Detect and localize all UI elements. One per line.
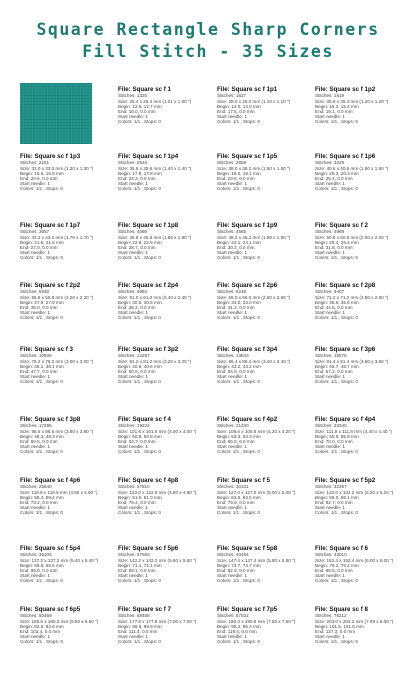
entry-begin: Begin: 12.6, 12.7 mm: [118, 103, 162, 109]
entry-end: End: 89.1, 0.0 mm: [118, 568, 156, 574]
entry-needle: Start needle: 1: [20, 374, 50, 380]
entry-colors: Colors: 1/1 , Stops: 0: [118, 510, 161, 516]
entry-needle: Start needle: 1: [217, 250, 247, 256]
entry-needle: Start needle: 1: [217, 114, 247, 120]
entry-stitches: Stitches: 6954: [118, 289, 148, 295]
entry-colors: Colors: 1/1 , Stops: 0: [315, 510, 358, 516]
entry-begin: Begin: 66.0, 66.1 mm: [315, 494, 359, 500]
entry-colors: Colors: 1/1 , Stops: 0: [118, 255, 161, 261]
entry-size: Size: 30.6 x 30.4 mm (1.20 x 1.20 "): [315, 98, 389, 104]
entry-stitches: Stitches: 19224: [118, 423, 150, 429]
entry-needle: Start needle: 1: [20, 634, 50, 640]
entry-colors: Colors: 1/1 , Stops: 0: [315, 186, 358, 192]
entry-stitches: Stitches: 23340: [315, 423, 347, 429]
entry-stitches: Stitches: 4565: [217, 229, 247, 235]
entry-stitches: Stitches: 3229: [315, 160, 345, 166]
entry-end: End: 92.3, 0.0 mm: [217, 568, 255, 574]
entry-begin: Begin: 16.5, 16.5 mm: [20, 170, 64, 176]
entry-end: End: 57.2, 0.0 mm: [315, 369, 353, 375]
entry-file-name: File: Square sc f 5: [217, 477, 270, 484]
entry-stitches: Stitches: 5930: [20, 289, 50, 295]
size-entry: [20, 416, 116, 455]
entry-colors: Colors: 1/1 , Stops: 0: [217, 315, 260, 321]
entry-colors: Colors: 1/1 , Stops: 0: [315, 379, 358, 385]
entry-size: Size: 122.0 x 122.0 mm (4.80 x 4.80 "): [118, 489, 197, 495]
entry-end: End: 82.7, 0.0 mm: [315, 500, 353, 506]
entry-stitches: Stitches: 15578: [315, 353, 347, 359]
entry-colors: Colors: 1/1 , Stops: 0: [20, 255, 63, 261]
entry-stitches: Stitches: 58458: [118, 613, 150, 619]
entry-needle: Start needle: 1: [20, 310, 50, 316]
entry-end: End: 41.3, 0.0 mm: [217, 305, 255, 311]
entry-file-name: File: Square sc f 2: [315, 222, 368, 229]
entry-colors: Colors: 1/1 , Stops: 0: [217, 510, 260, 516]
entry-begin: Begin: 45.7, 45.7 mm: [315, 363, 359, 369]
entry-needle: Start needle: 1: [217, 181, 247, 187]
entry-stitches: Stitches: 9407: [315, 289, 345, 295]
entry-begin: Begin: 30.5, 30.5 mm: [118, 299, 162, 305]
entry-size: Size: 71.2 x 71.2 mm (2.80 x 2.80 "): [315, 294, 389, 300]
page-subtitle: Fill Stitch - 35 Sizes: [82, 42, 334, 61]
entry-needle: Start needle: 1: [315, 250, 345, 256]
entry-begin: Begin: 95.2, 95.3 mm: [217, 623, 261, 629]
entry-size: Size: 81.2 x 81.2 mm (3.20 x 3.20 "): [118, 358, 192, 364]
entry-file-name: File: Square sc f 5p8: [217, 545, 278, 552]
entry-end: End: 76.4, 0.0 mm: [118, 500, 156, 506]
entry-stitches: Stitches: 30131: [217, 484, 249, 490]
size-entry: [217, 606, 313, 645]
entry-needle: Start needle: 1: [118, 181, 148, 187]
entry-file-name: File: Square sc f 4p8: [118, 477, 179, 484]
entry-end: End: 44.6, 0.0 mm: [315, 305, 353, 311]
entry-needle: Start needle: 1: [20, 573, 50, 579]
size-entry: [315, 545, 411, 584]
entry-begin: Begin: 38.1, 38.1 mm: [20, 363, 64, 369]
entry-file-name: File: Square sc f 6: [315, 545, 368, 552]
size-entry: [20, 346, 116, 385]
size-entry: [315, 416, 411, 455]
entry-needle: Start needle: 1: [217, 310, 247, 316]
entry-file-name: File: Square sc f 2p4: [118, 282, 179, 289]
entry-end: End: 31.8, 0.0 mm: [315, 245, 353, 251]
entry-begin: Begin: 17.8, 17.8 mm: [118, 170, 162, 176]
size-entry: [315, 477, 411, 516]
entry-colors: Colors: 1/1 , Stops: 0: [20, 578, 63, 584]
entry-colors: Colors: 1/1 , Stops: 0: [217, 578, 260, 584]
entry-needle: Start needle: 1: [118, 250, 148, 256]
entry-end: End: 70.0, 0.0 mm: [315, 439, 353, 445]
entry-begin: Begin: 48.3, 48.3 mm: [20, 433, 64, 439]
entry-begin: Begin: 22.9, 22.9 mm: [118, 239, 162, 245]
entry-colors: Colors: 1/1 , Stops: 0: [217, 186, 260, 192]
size-entry: [315, 153, 411, 192]
entry-size: Size: 111.8 x 111.8 mm (4.40 x 4.40 "): [315, 428, 392, 434]
entry-begin: Begin: 73.7, 73.7 mm: [217, 562, 261, 568]
entry-needle: Start needle: 1: [315, 114, 345, 120]
size-entry: [217, 282, 313, 321]
entry-stitches: Stitches: 35105: [20, 552, 52, 558]
entry-size: Size: 132.0 x 132.2 mm (5.20 x 5.20 "): [315, 489, 394, 495]
entry-end: End: 86.0, 0.0 mm: [20, 568, 58, 574]
entry-size: Size: 137.2 x 137.2 mm (5.40 x 5.40 "): [20, 557, 99, 563]
entry-file-name: File: Square sc f 2p8: [315, 282, 376, 289]
entry-end: End: 19.1, 0.0 mm: [315, 109, 353, 115]
entry-stitches: Stitches: 76212: [315, 613, 347, 619]
entry-needle: Start needle: 1: [118, 444, 148, 450]
entry-stitches: Stitches: 2534: [118, 160, 148, 166]
entry-file-name: File: Square sc f 3p6: [315, 346, 376, 353]
entry-size: Size: 25.4 x 25.4 mm (1.01 x 1.00 "): [118, 98, 192, 104]
entry-colors: Colors: 1/1 , Stops: 0: [217, 639, 260, 645]
entry-end: End: 127.3, 0.0 mm: [315, 629, 356, 635]
entry-colors: Colors: 1/1 , Stops: 0: [118, 379, 161, 385]
entry-file-name: File: Square sc f 1p5: [217, 153, 278, 160]
entry-stitches: Stitches: 25640: [20, 484, 52, 490]
entry-needle: Start needle: 1: [20, 444, 50, 450]
size-entry: [217, 416, 313, 455]
entry-size: Size: 177.8 x 177.8 mm (7.00 x 7.00 "): [118, 618, 197, 624]
entry-begin: Begin: 88.9, 88.9 mm: [118, 623, 162, 629]
entry-begin: Begin: 33.0, 33.0 mm: [217, 299, 261, 305]
entry-needle: Start needle: 1: [217, 505, 247, 511]
entry-end: End: 95.5, 0.0 mm: [315, 568, 353, 574]
entry-begin: Begin: 21.6, 21.6 mm: [20, 239, 64, 245]
entry-needle: Start needle: 1: [118, 374, 148, 380]
size-entry: [118, 606, 214, 645]
entry-stitches: Stitches: 12297: [118, 353, 150, 359]
size-entry: [20, 545, 116, 584]
entry-file-name: File: Square sc f 1p8: [118, 222, 179, 229]
size-entry: [315, 86, 411, 125]
entry-file-name: File: Square sc f 1p4: [118, 153, 179, 160]
entry-file-name: File: Square sc f 1: [118, 86, 171, 93]
entry-file-name: File: Square sc f 1p1: [217, 86, 278, 93]
entry-end: End: 38.2, 0.0 mm: [118, 305, 156, 311]
entry-colors: Colors: 1/1 , Stops: 0: [315, 315, 358, 321]
entry-file-name: File: Square sc f 1p9: [217, 222, 278, 229]
entry-end: End: 35.0, 0.0 mm: [20, 305, 58, 311]
entry-stitches: Stitches: 4086: [118, 229, 148, 235]
entry-needle: Start needle: 1: [315, 310, 345, 316]
entry-colors: Colors: 1/1 , Stops: 0: [118, 315, 161, 321]
entry-begin: Begin: 24.1, 24.1 mm: [217, 239, 261, 245]
entry-size: Size: 40.6 x 40.6 mm (1.60 x 1.60 "): [315, 165, 389, 171]
entry-begin: Begin: 35.6, 35.6 mm: [315, 299, 359, 305]
entry-size: Size: 165.6 x 165.2 mm (6.50 x 6.50 "): [20, 618, 99, 624]
entry-stitches: Stitches: 4989: [315, 229, 345, 235]
entry-stitches: Stitches: 13843: [217, 353, 249, 359]
size-entry: [315, 282, 411, 321]
entry-end: End: 54.0, 0.0 mm: [217, 369, 255, 375]
page-title: Square Rectangle Sharp Corners: [36, 20, 380, 39]
entry-size: Size: 66.0 x 66.0 mm (2.60 x 2.60 "): [217, 294, 291, 300]
entry-begin: Begin: 53.3, 53.3 mm: [217, 433, 261, 439]
entry-stitches: Stitches: 17296: [20, 423, 52, 429]
entry-stitches: Stitches: 50469: [20, 613, 52, 619]
entry-stitches: Stitches: 1919: [315, 93, 345, 99]
entry-needle: Start needle: 1: [20, 505, 50, 511]
entry-file-name: File: Square sc f 8: [315, 606, 368, 613]
entry-size: Size: 106.6 x 106.6 mm (4.20 x 4.20 "): [217, 428, 296, 434]
entry-begin: Begin: 71.1, 71.1 mm: [118, 562, 162, 568]
entry-file-name: File: Square sc f 3p8: [20, 416, 81, 423]
entry-colors: Colors: 1/1 , Stops: 0: [217, 255, 260, 261]
entry-size: Size: 50.8 x 50.8 mm (2.00 x 2.00 "): [315, 234, 389, 240]
size-entry: [118, 545, 214, 584]
entry-file-name: File: Square sc f 6p5: [20, 606, 81, 613]
entry-needle: Start needle: 1: [118, 505, 148, 511]
entry-colors: Colors: 1/1 , Stops: 0: [315, 119, 358, 125]
entry-end: End: 79.6, 0.0 mm: [217, 500, 255, 506]
entry-begin: Begin: 76.2, 76.2 mm: [315, 562, 359, 568]
entry-stitches: Stitches: 1627: [217, 93, 247, 99]
entry-size: Size: 76.2 x 76.2 mm (3.00 x 3.00 "): [20, 358, 94, 364]
entry-file-name: File: Square sc f 2p6: [217, 282, 278, 289]
entry-file-name: File: Square sc f 4p4: [315, 416, 376, 423]
entry-colors: Colors: 1/1 , Stops: 0: [217, 119, 260, 125]
entry-needle: Start needle: 1: [20, 250, 50, 256]
entry-size: Size: 190.4 x 190.6 mm (7.50 x 7.50 "): [217, 618, 296, 624]
entry-end: End: 23.8, 0.0 mm: [217, 176, 255, 182]
entry-colors: Colors: 1/1 , Stops: 0: [315, 255, 358, 261]
entry-file-name: File: Square sc f 2p2: [20, 282, 81, 289]
entry-file-name: File: Square sc f 5p4: [20, 545, 81, 552]
entry-needle: Start needle: 1: [217, 634, 247, 640]
entry-end: End: 103.4, 0.0 mm: [20, 629, 61, 635]
entry-size: Size: 142.2 x 142.2 mm (5.60 x 5.60 "): [118, 557, 197, 563]
size-entry: [20, 606, 116, 645]
entry-end: End: 27.0, 0.0 mm: [20, 245, 58, 251]
entry-needle: Start needle: 1: [315, 181, 345, 187]
entry-stitches: Stitches: 40494: [217, 552, 249, 558]
entry-needle: Start needle: 1: [217, 573, 247, 579]
entry-begin: Begin: 63.5, 63.5 mm: [217, 494, 261, 500]
entry-needle: Start needle: 1: [315, 505, 345, 511]
entry-end: End: 63.7, 0.0 mm: [118, 439, 156, 445]
entry-begin: Begin: 61.0, 61.0 mm: [118, 494, 162, 500]
entry-needle: Start needle: 1: [217, 444, 247, 450]
entry-file-name: File: Square sc f 3p2: [118, 346, 179, 353]
entry-file-name: File: Square sc f 7p5: [217, 606, 278, 613]
entry-colors: Colors: 1/1 , Stops: 0: [118, 186, 161, 192]
entry-end: End: 47.7, 0.0 mm: [20, 369, 58, 375]
size-entry: [217, 86, 313, 125]
entry-file-name: File: Square sc f 7: [118, 606, 171, 613]
size-entry: [20, 153, 116, 192]
size-entry: [118, 282, 214, 321]
size-entry: [217, 222, 313, 261]
entry-size: Size: 45.8 x 45.8 mm (1.80 x 1.80 "): [118, 234, 192, 240]
entry-needle: Start needle: 1: [118, 114, 148, 120]
entry-size: Size: 38.0 x 38.2 mm (1.50 x 1.50 "): [217, 165, 291, 171]
size-entry: [217, 346, 313, 385]
entry-stitches: Stitches: 32397: [315, 484, 347, 490]
entry-size: Size: 33.0 x 33.0 mm (1.30 x 1.30 "): [20, 165, 94, 171]
entry-end: End: 60.5, 0.0 mm: [20, 439, 58, 445]
entry-file-name: File: Square sc f 5p6: [118, 545, 179, 552]
entry-stitches: Stitches: 27810: [118, 484, 150, 490]
entry-size: Size: 35.6 x 35.6 mm (1.40 x 1.40 "): [118, 165, 192, 171]
size-entry: [118, 346, 214, 385]
entry-needle: Start needle: 1: [118, 634, 148, 640]
entry-colors: Colors: 1/1 , Stops: 0: [20, 315, 63, 321]
entry-stitches: Stitches: 1326: [118, 93, 148, 99]
fill-stitch-swatch: [20, 83, 92, 144]
entry-needle: Start needle: 1: [315, 444, 345, 450]
size-entry: [118, 153, 214, 192]
entry-size: Size: 61.0 x 61.0 mm (2.40 x 2.40 "): [118, 294, 192, 300]
entry-colors: Colors: 1/1 , Stops: 0: [20, 379, 63, 385]
entry-begin: Begin: 40.6, 40.6 mm: [118, 363, 162, 369]
entry-colors: Colors: 1/1 , Stops: 0: [217, 379, 260, 385]
entry-begin: Begin: 68.6, 68.6 mm: [20, 562, 64, 568]
entry-begin: Begin: 82.8, 82.6 mm: [20, 623, 64, 629]
size-entry: [217, 477, 313, 516]
entry-end: End: 16.0, 0.0 mm: [118, 109, 156, 115]
entry-end: End: 119.4, 0.0 mm: [217, 629, 257, 635]
entry-end: End: 50.8, 0.0 mm: [118, 369, 156, 375]
entry-end: End: 20.6, 0.0 mm: [20, 176, 58, 182]
entry-file-name: File: Square sc f 3p4: [217, 346, 278, 353]
entry-size: Size: 55.8 x 55.8 mm (2.20 x 2.20 "): [20, 294, 94, 300]
entry-size: Size: 86.4 x 86.4 mm (3.40 x 3.40 "): [217, 358, 291, 364]
size-entry: [118, 477, 214, 516]
entry-file-name: File: Square sc f 1p6: [315, 153, 376, 160]
entry-needle: Start needle: 1: [315, 573, 345, 579]
size-entry: [20, 477, 116, 516]
entry-file-name: File: Square sc f 5p2: [315, 477, 376, 484]
entry-colors: Colors: 1/1 , Stops: 0: [20, 510, 63, 516]
entry-colors: Colors: 1/1 , Stops: 0: [315, 639, 358, 645]
entry-stitches: Stitches: 21340: [217, 423, 249, 429]
entry-end: End: 22.3, 0.0 mm: [118, 176, 156, 182]
entry-needle: Start needle: 1: [20, 181, 50, 187]
entry-begin: Begin: 19.0, 19.1 mm: [217, 170, 261, 176]
entry-begin: Begin: 15.3, 15.2 mm: [315, 103, 359, 109]
entry-size: Size: 91.4 x 91.4 mm (3.60 x 3.60 "): [315, 358, 389, 364]
entry-begin: Begin: 20.3, 20.3 mm: [315, 170, 359, 176]
entry-size: Size: 28.0 x 28.0 mm (1.10 x 1.10 "): [217, 98, 291, 104]
entry-size: Size: 101.6 x 101.6 mm (4.00 x 4.00 "): [118, 428, 197, 434]
size-entry: [20, 222, 116, 261]
entry-end: End: 111.4, 0.0 mm: [118, 629, 158, 635]
entry-stitches: Stitches: 37560: [118, 552, 150, 558]
entry-colors: Colors: 1/1 , Stops: 0: [217, 449, 260, 455]
size-entry: [118, 222, 214, 261]
size-entry: [217, 545, 313, 584]
entry-end: End: 73.2, 0.0 mm: [20, 500, 58, 506]
entry-stitches: Stitches: 67032: [217, 613, 249, 619]
entry-colors: Colors: 1/1 , Stops: 0: [315, 578, 358, 584]
entry-begin: Begin: 27.9, 27.9 mm: [20, 299, 64, 305]
entry-needle: Start needle: 1: [118, 573, 148, 579]
entry-stitches: Stitches: 8248: [217, 289, 247, 295]
entry-begin: Begin: 50.8, 50.8 mm: [118, 433, 162, 439]
entry-needle: Start needle: 1: [315, 634, 345, 640]
entry-begin: Begin: 101.5, 101.6 mm: [315, 623, 364, 629]
entry-file-name: File: Square sc f 4: [118, 416, 171, 423]
entry-size: Size: 127.0 x 127.0 mm (5.00 x 5.00 "): [217, 489, 296, 495]
entry-end: End: 17.5, 0.0 mm: [217, 109, 255, 115]
entry-end: End: 25.4, 0.0 mm: [315, 176, 353, 182]
size-entry: [118, 416, 214, 455]
entry-colors: Colors: 1/1 , Stops: 0: [118, 119, 161, 125]
entry-colors: Colors: 1/1 , Stops: 0: [118, 449, 161, 455]
entry-size: Size: 116.8 x 116.8 mm (4.60 x 4.60 "): [20, 489, 98, 495]
size-entry: [118, 86, 214, 125]
entry-file-name: File: Square sc f 4p6: [20, 477, 81, 484]
entry-stitches: Stitches: 2858: [217, 160, 247, 166]
entry-end: End: 30.2, 0.0 mm: [217, 245, 255, 251]
entry-end: End: 28.7, 0.0 mm: [118, 245, 156, 251]
size-entry: [315, 222, 411, 261]
entry-end: End: 66.8, 0.0 mm: [217, 439, 255, 445]
entry-size: Size: 48.2 x 48.2 mm (1.90 x 1.90 "): [217, 234, 291, 240]
entry-file-name: File: Square sc f 1p7: [20, 222, 81, 229]
entry-size: Size: 96.6 x 96.6 mm (3.80 x 3.80 "): [20, 428, 94, 434]
entry-stitches: Stitches: 10839: [20, 353, 52, 359]
entry-begin: Begin: 25.4, 25.4 mm: [315, 239, 359, 245]
entry-needle: Start needle: 1: [315, 374, 345, 380]
entry-file-name: File: Square sc f 3: [20, 346, 73, 353]
entry-size: Size: 152.4 x 152.4 mm (6.00 x 6.00 "): [315, 557, 394, 563]
entry-file-name: File: Square sc f 1p3: [20, 153, 81, 160]
entry-needle: Start needle: 1: [217, 374, 247, 380]
entry-size: Size: 147.4 x 147.4 mm (5.80 x 5.80 "): [217, 557, 296, 563]
size-entry: [315, 346, 411, 385]
entry-begin: Begin: 14.0, 14.0 mm: [217, 103, 261, 109]
size-entry: [20, 282, 116, 321]
entry-colors: Colors: 1/1 , Stops: 0: [20, 639, 63, 645]
entry-needle: Start needle: 1: [118, 310, 148, 316]
entry-colors: Colors: 1/1 , Stops: 0: [315, 449, 358, 455]
entry-begin: Begin: 58.4, 58.4 mm: [20, 494, 64, 500]
entry-stitches: Stitches: 43010: [315, 552, 347, 558]
entry-colors: Colors: 1/1 , Stops: 0: [118, 578, 161, 584]
entry-file-name: File: Square sc f 1p2: [315, 86, 376, 93]
entry-colors: Colors: 1/1 , Stops: 0: [118, 639, 161, 645]
size-entry: [217, 153, 313, 192]
entry-begin: Begin: 43.2, 43.2 mm: [217, 363, 261, 369]
entry-size: Size: 43.2 x 43.2 mm (1.70 x 1.70 "): [20, 234, 94, 240]
entry-colors: Colors: 1/1 , Stops: 0: [20, 449, 63, 455]
entry-file-name: File: Square sc f 4p2: [217, 416, 278, 423]
entry-size: Size: 203.0 x 203.2 mm (7.99 x 8.00 "): [315, 618, 394, 624]
entry-stitches: Stitches: 2151: [20, 160, 50, 166]
size-entry: [315, 606, 411, 645]
entry-colors: Colors: 1/1 , Stops: 0: [20, 186, 63, 192]
entry-begin: Begin: 55.9, 55.9 mm: [315, 433, 359, 439]
entry-stitches: Stitches: 3657: [20, 229, 50, 235]
